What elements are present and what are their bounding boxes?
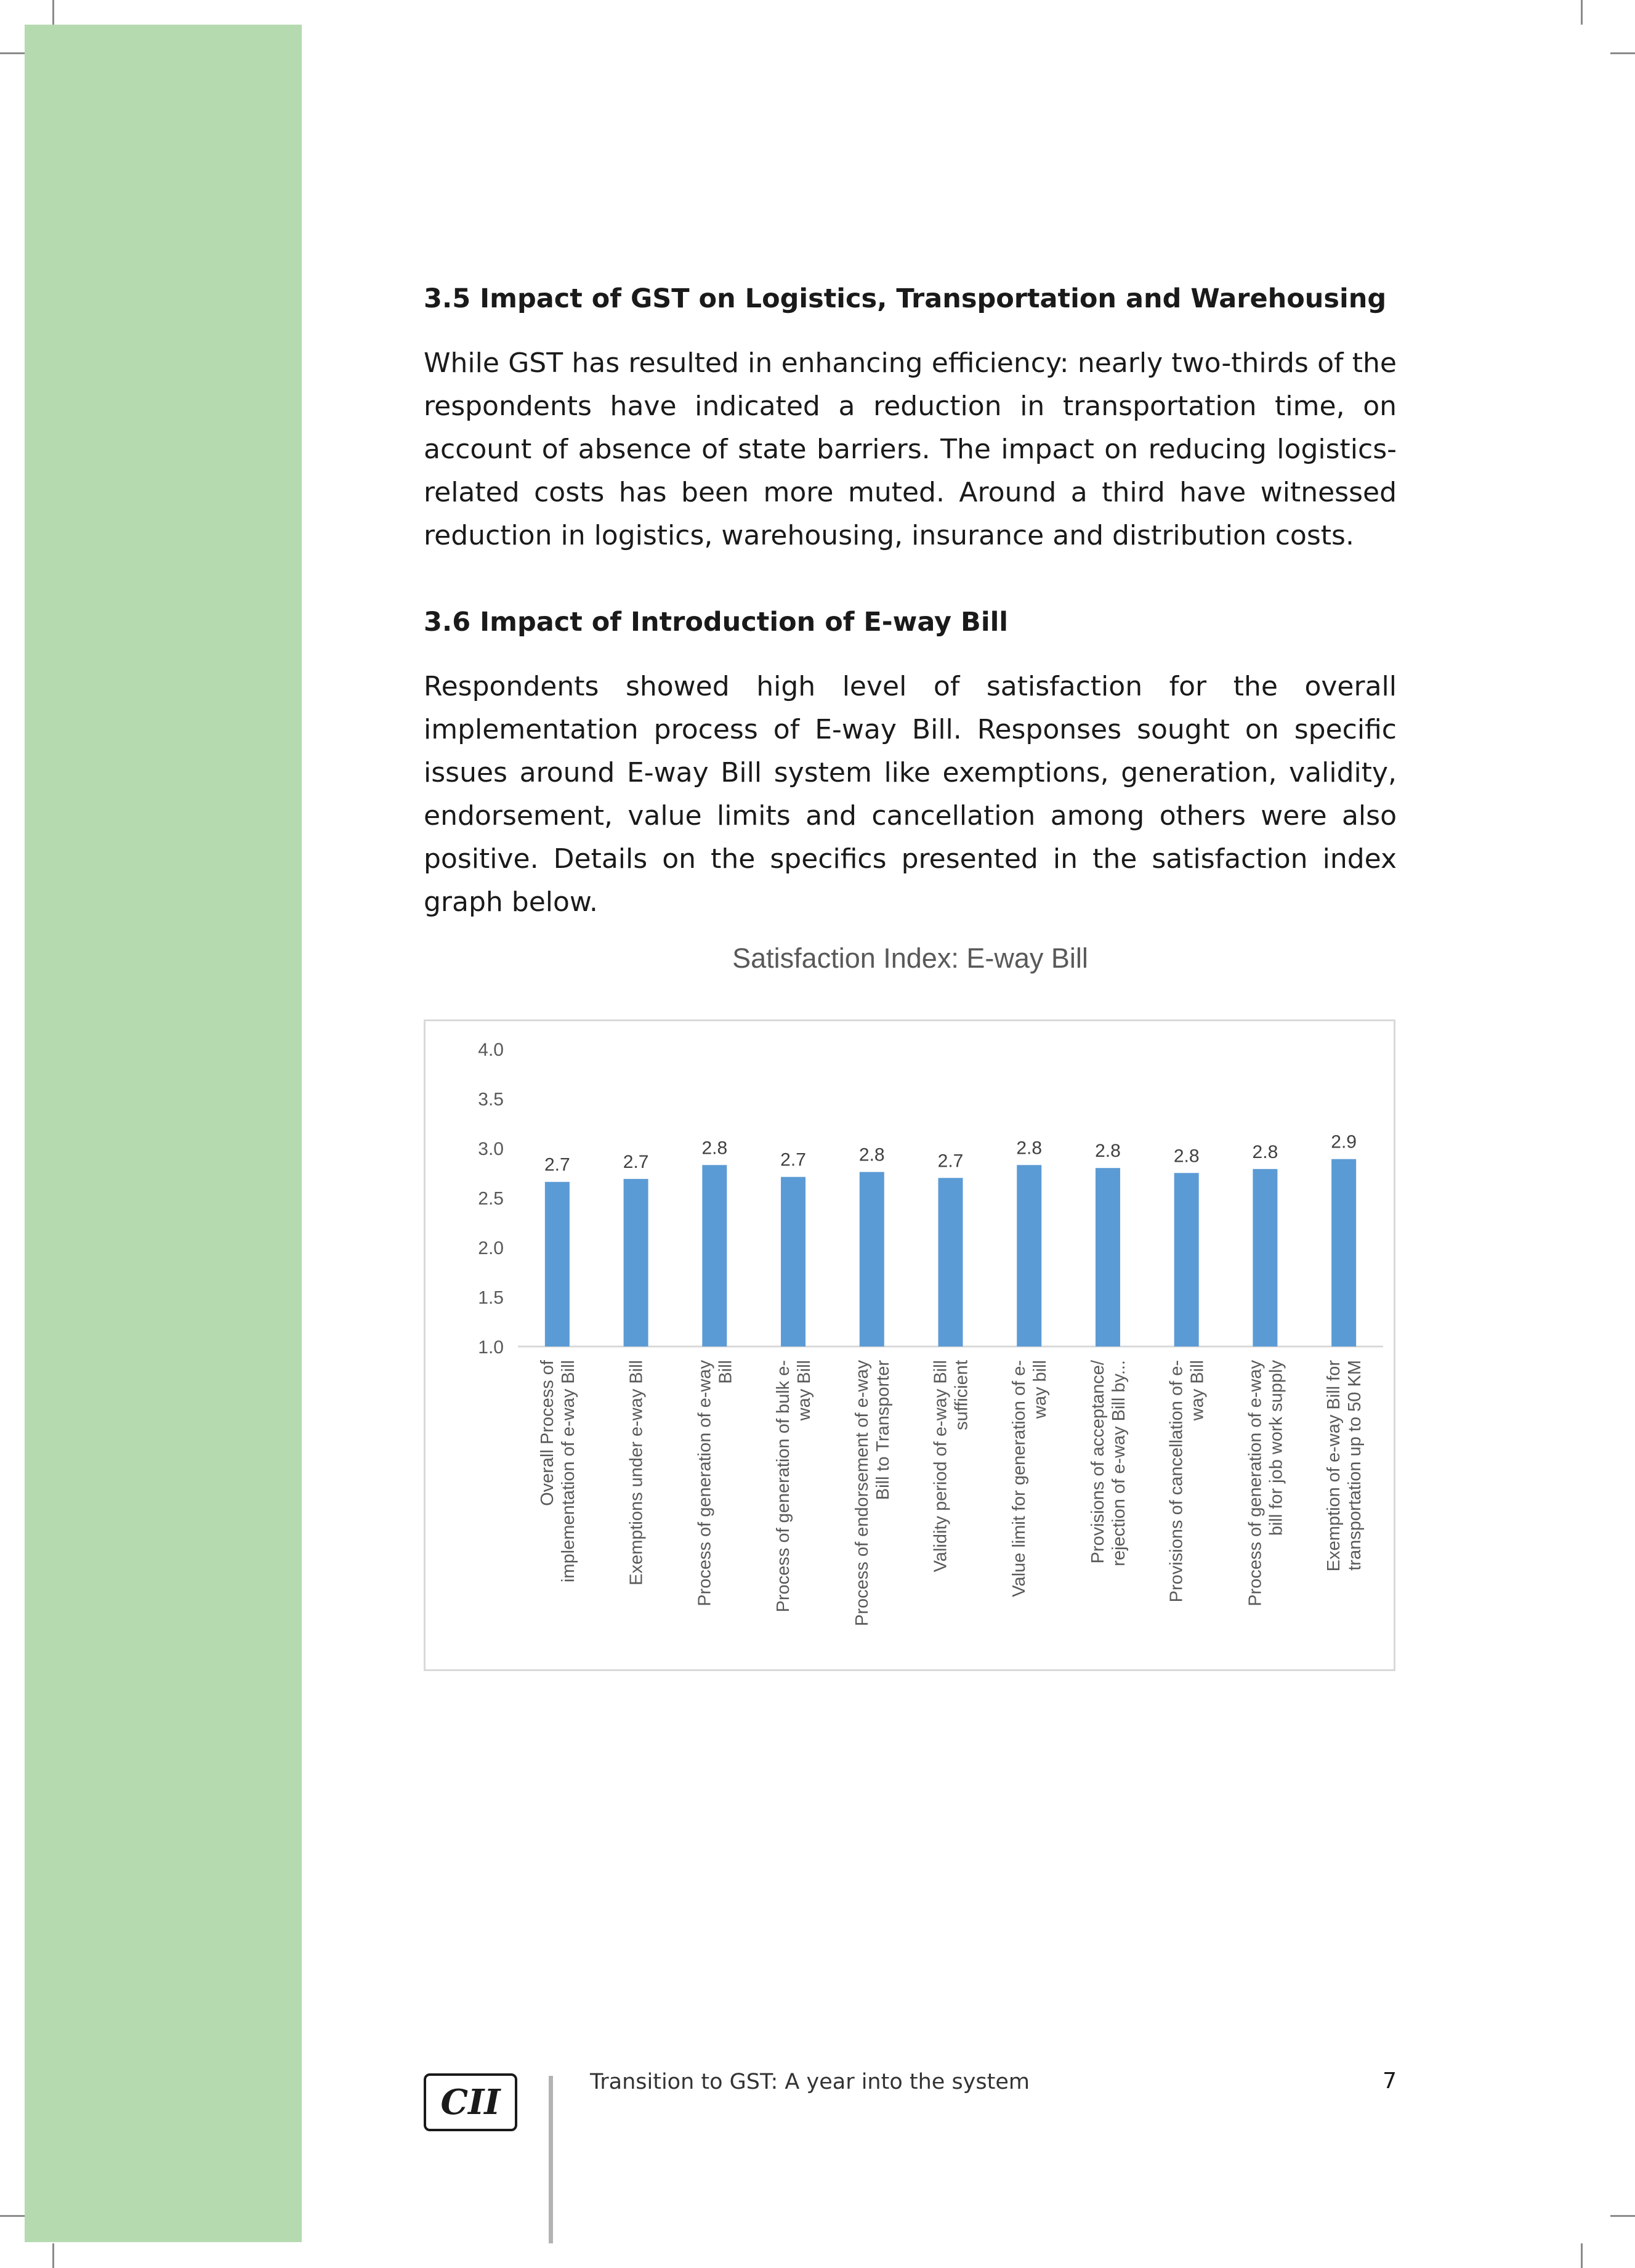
bar <box>1331 1159 1356 1347</box>
crop-mark <box>0 2215 25 2217</box>
category-label-line: way bill <box>1030 1360 1051 1419</box>
crop-mark <box>1581 0 1583 25</box>
y-tick-label: 4.0 <box>478 1040 504 1060</box>
category-label-line: Value limit for generation of e- <box>1009 1360 1030 1597</box>
category-label <box>1167 1360 1208 1602</box>
category-label-line: Process of generation of e-way <box>695 1360 715 1606</box>
category-label <box>695 1360 735 1606</box>
crop-mark <box>1581 2243 1583 2268</box>
crop-mark <box>0 52 25 54</box>
bar <box>1174 1173 1199 1347</box>
data-label: 2.8 <box>858 1144 885 1165</box>
category-label-line: Bill <box>716 1360 736 1384</box>
bar <box>860 1172 884 1347</box>
category-label-line: way Bill <box>794 1360 815 1421</box>
data-label: 2.8 <box>1016 1138 1043 1159</box>
section-heading-eway-bill: 3.6 Impact of Introduction of E-way Bill <box>424 607 1009 638</box>
footer-title: Transition to GST: A year into the system <box>590 2070 1030 2094</box>
crop-mark <box>52 2243 54 2268</box>
category-label-line: Overall Process of <box>537 1360 557 1506</box>
cii-logo-mark <box>426 2076 515 2129</box>
y-tick-label: 3.0 <box>478 1139 504 1159</box>
footer-divider <box>549 2076 553 2243</box>
logo-text: CII <box>440 2082 501 2123</box>
category-label <box>931 1360 972 1572</box>
y-tick-label: 1.0 <box>478 1337 504 1358</box>
category-label-line: sufficient <box>951 1360 972 1430</box>
y-tick-label: 2.5 <box>478 1188 504 1209</box>
chart-svg <box>426 1021 1394 1669</box>
cii-logo <box>424 2073 517 2131</box>
category-label-line: Exemptions under e-way Bill <box>626 1360 647 1586</box>
y-tick-label: 3.5 <box>478 1089 504 1110</box>
section-paragraph-logistics: While GST has resulted in enhancing efficiency: nearly two-thirds of the respondents have indicated a reduction in transportation time, on account of absence of state barriers. The impact on reducing logistics-related costs has been more muted. Around a third have witnessed reduction in logistics, warehousing, insurance and distribution costs. <box>424 347 1397 551</box>
bar <box>1253 1169 1277 1347</box>
bar <box>1017 1165 1041 1347</box>
category-label-line: Process of endorsement of e-way <box>852 1360 872 1626</box>
bar <box>939 1178 963 1347</box>
satisfaction-index-chart <box>424 1019 1395 1671</box>
category-label <box>773 1360 814 1612</box>
y-tick-label: 1.5 <box>478 1287 504 1308</box>
category-label-line: Bill to Transporter <box>873 1360 893 1501</box>
category-label-line: Provisions of cancellation of e- <box>1166 1360 1187 1603</box>
page-number: 7 <box>1383 2068 1397 2094</box>
category-label-line: Process of generation of bulk e- <box>773 1360 794 1613</box>
category-label-line: bill for job work supply <box>1266 1360 1286 1536</box>
bar <box>545 1182 570 1347</box>
chart-title: Satisfaction Index: E-way Bill <box>732 942 1088 974</box>
category-label <box>852 1360 893 1626</box>
data-label: 2.7 <box>544 1154 570 1175</box>
data-label: 2.8 <box>1095 1141 1121 1162</box>
section-heading-logistics: 3.5 Impact of GST on Logistics, Transportation and Warehousing <box>424 283 1387 314</box>
category-label <box>1245 1360 1286 1606</box>
crop-mark <box>52 0 54 25</box>
data-label: 2.9 <box>1331 1132 1357 1152</box>
category-label <box>1009 1360 1050 1597</box>
data-label: 2.8 <box>1252 1141 1278 1162</box>
crop-mark <box>1610 52 1635 54</box>
data-label: 2.7 <box>623 1151 649 1172</box>
bar <box>1096 1168 1120 1347</box>
data-label: 2.8 <box>701 1138 728 1159</box>
data-label: 2.7 <box>937 1151 964 1172</box>
crop-mark <box>1610 2215 1635 2217</box>
category-label-line: Validity period of e-way Bill <box>931 1360 951 1573</box>
category-label-line: Process of generation of e-way <box>1245 1360 1266 1606</box>
data-label: 2.7 <box>780 1149 806 1170</box>
data-label: 2.8 <box>1173 1146 1200 1167</box>
section-paragraph-eway-bill: Respondents showed high level of satisfaction for the overall implementation process of E-way Bill. Responses sought on specific issues around E-way Bill system like exemptions, generation, validity, endorsement, value limits and cancellation among others were also positive. Details on the specifics presented in the satisfaction index graph below. <box>424 671 1397 918</box>
category-label <box>627 1360 647 1586</box>
category-label <box>538 1359 578 1582</box>
category-label-line: Provisions of acceptance/ <box>1088 1360 1108 1564</box>
bar <box>781 1177 805 1347</box>
bar <box>624 1179 648 1347</box>
category-label-line: Exemption of e-way Bill for <box>1324 1360 1344 1572</box>
category-label <box>1324 1360 1365 1572</box>
category-label-line: transportation up to 50 KM <box>1345 1360 1365 1571</box>
category-label <box>1088 1359 1129 1566</box>
category-label-line: way Bill <box>1187 1360 1208 1421</box>
category-label-line: implementation of e-way Bill <box>558 1360 578 1583</box>
bar <box>702 1165 727 1347</box>
y-tick-label: 2.0 <box>478 1238 504 1258</box>
category-label-line: rejection of e-way Bill by... <box>1108 1360 1129 1566</box>
green-side-band <box>25 25 302 2242</box>
